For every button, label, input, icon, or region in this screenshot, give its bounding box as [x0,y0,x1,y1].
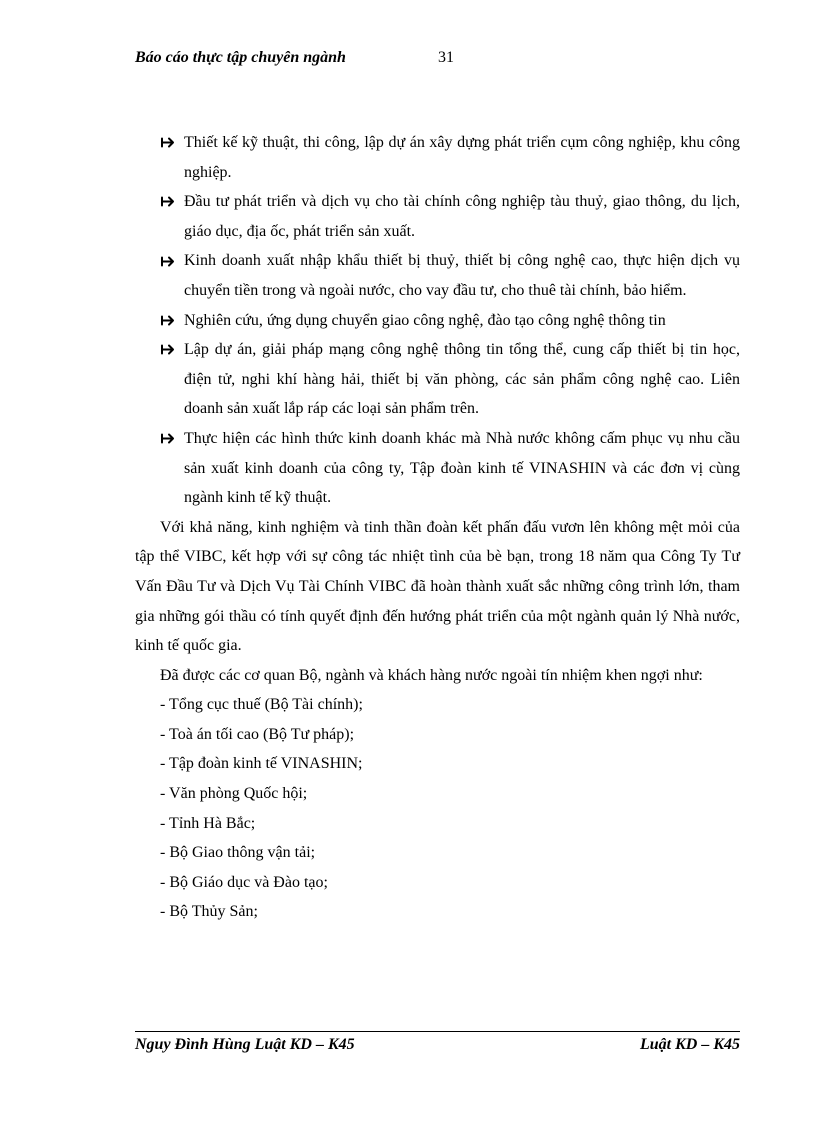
footer-class: Luật KD – K45 [639,1036,740,1053]
list-item: - Bộ Giáo dục và Đào tạo; [160,873,328,891]
list-item: - Tập đoàn kinh tế VINASHIN; [160,755,363,773]
achievements-paragraph: Với khả năng, kinh nghiệm và tinh thần đoàn kết phấn đấu vươn lên không mệt mỏi của tập thể VIBC, kết hợp với sự công tác nhiệt tình của bè bạn, trong 18 năm qua Công Ty Tư Vấn Đầu Tư và Dịch Vụ Tài Chính VIBC đã hoàn thành xuất sắc những công trình lớn, tham gia những gói thầu có tính quyết định đến hướng phát triển của một ngành quản lý Nhà nước, kinh tế quốc gia. [135,518,740,655]
arrow-bullet-icon [161,306,177,336]
bullet-text: Đầu tư phát triển và dịch vụ cho tài chính công nghiệp tàu thuỷ, giao thông, du lịch, giáo dục, địa ốc, phát triển sản xuất. [184,193,740,240]
recognition-paragraph: Đã được các cơ quan Bộ, ngành và khách hàng nước ngoài tín nhiệm khen ngợi như: [160,666,703,684]
list-item [135,306,740,336]
arrow-bullet-icon [161,424,177,454]
list-item [135,246,740,305]
bullet-text: Thực hiện các hình thức kinh doanh khác mà Nhà nước không cấm phục vụ nhu cầu sản xuất kinh doanh của công ty, Tập đoàn kinh tế VINASHIN và các đơn vị cùng ngành kinh tế kỹ thuật. [184,429,740,507]
list-item: - Bộ Thủy Sản; [160,903,258,921]
arrow-bullet-icon [161,187,177,217]
list-item: - Văn phòng Quốc hội; [160,785,308,803]
arrow-bullet-icon [161,128,177,158]
footer-divider [135,1031,740,1032]
bullet-text: Lập dự án, giải pháp mạng công nghệ thông tin tổng thể, cung cấp thiết bị tin học, điện tử, nghi khí hàng hải, thiết bị văn phòng, các sản phẩm công nghệ cao. Liên doanh sản xuất lắp ráp các loại sản phẩm trên. [184,341,740,418]
list-item [135,128,740,187]
list-item: - Tỉnh Hà Bắc; [160,814,256,832]
bullet-text: Nghiên cứu, ứng dụng chuyển giao công nghệ, đào tạo công nghệ thông tin [184,311,666,329]
bullet-text: Kinh doanh xuất nhập khẩu thiết bị thuỷ, thiết bị công nghệ cao, thực hiện dịch vụ chuyển tiền trong và ngoài nước, cho vay đầu tư, cho thuê tài chính, bảo hiểm. [184,252,740,299]
bullet-text: Thiết kế kỹ thuật, thi công, lập dự án xây dựng phát triển cụm công nghiệp, khu công nghiệp. [184,134,740,181]
page-content [135,128,740,927]
list-item [135,335,740,424]
list-item: - Tổng cục thuế (Bộ Tài chính); [160,696,363,714]
agencies-list [135,690,740,927]
page-number: 31 [438,49,454,66]
list-item: - Bộ Giao thông vận tải; [160,844,316,862]
list-item [135,424,740,513]
list-item: - Toà án tối cao (Bộ Tư pháp); [160,725,355,743]
page-footer [135,1036,740,1058]
list-item [135,187,740,246]
report-title: Báo cáo thực tập chuyên ngành [135,49,346,66]
page-header [135,49,735,71]
footer-author: Nguy Đình Hùng Luật KD – K45 [135,1036,355,1053]
activities-list [135,128,740,513]
arrow-bullet-icon [161,335,177,365]
arrow-bullet-icon [161,246,177,276]
